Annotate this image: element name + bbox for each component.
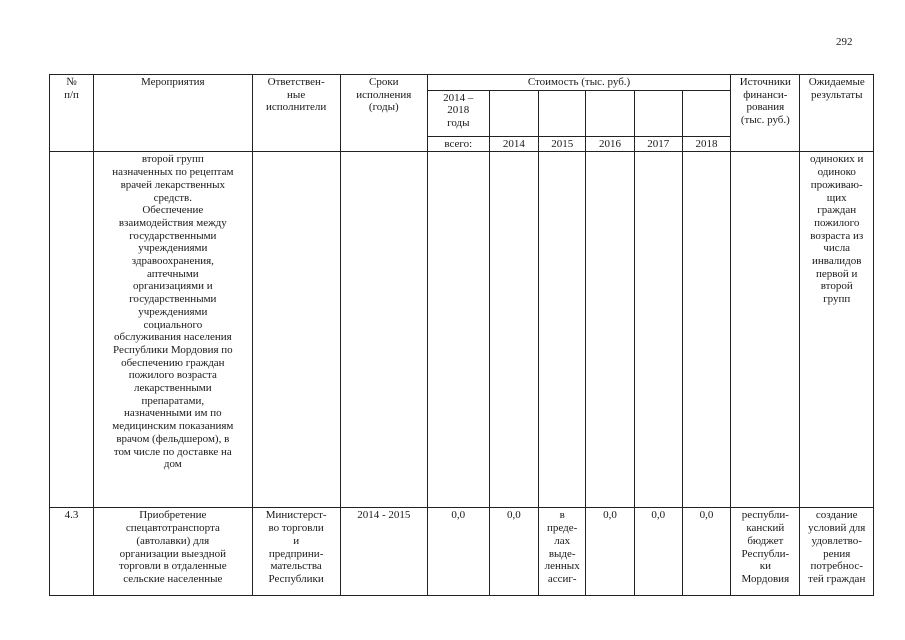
header-responsible: Ответствен- ные исполнители [252, 75, 340, 152]
continued-responsible [252, 152, 340, 508]
header-terms: Сроки исполнения (годы) [340, 75, 427, 152]
header-num: № п/п [50, 75, 94, 152]
row-4-3-2017: 0,0 [634, 508, 682, 596]
header-year-2014: 2014 [489, 136, 538, 152]
row-4-3-source: республи- канский бюджет Республи- ки Мордовия [731, 508, 800, 596]
continued-row [50, 152, 874, 508]
header-empty-2018 [682, 90, 730, 136]
header-row-1 [50, 75, 874, 91]
continued-terms [340, 152, 427, 508]
header-year-2018: 2018 [682, 136, 730, 152]
header-activities: Мероприятия [94, 75, 252, 152]
continued-source [731, 152, 800, 508]
header-total: всего: [427, 136, 489, 152]
row-4-3-result: создание условий для удовлетво- рения потребнос- тей граждан [800, 508, 874, 596]
page-number: 292 [836, 36, 853, 48]
header-empty-2016 [586, 90, 634, 136]
row-4-3-total: 0,0 [427, 508, 489, 596]
row-4-3-2016: 0,0 [586, 508, 634, 596]
continued-activity: второй групп назначенных по рецептам врачей лекарственных средств. Обеспечение взаимодействия между государственными учреждениями здравоохранения, аптечными организациями и государственными учреждениями социального обслуживания населения Республики Мордовия по обеспечению граждан пожилого возраста лекарственными препаратами, назначенными им по медицинским показаниям врачом (фельдшером), в том числе по доставке на дом [94, 152, 252, 508]
continued-2018 [682, 152, 730, 508]
row-4-3-2018: 0,0 [682, 508, 730, 596]
row-4-3-2015: в преде- лах выде- ленных ассиг- [539, 508, 586, 596]
header-results: Ожидаемые результаты [800, 75, 874, 152]
header-year-2015: 2015 [539, 136, 586, 152]
row-4-3-activity: Приобретение спецавтотранспорта (автолавки) для организации выездной торговли в отдаленные сельские населенные [94, 508, 252, 596]
header-sources: Источники финанси- рования (тыс. руб.) [731, 75, 800, 152]
table-row-4-3 [50, 508, 874, 596]
header-year-2017: 2017 [634, 136, 682, 152]
continued-2017 [634, 152, 682, 508]
header-empty-2015 [539, 90, 586, 136]
row-4-3-num: 4.3 [50, 508, 94, 596]
header-period: 2014 – 2018 годы [427, 90, 489, 136]
header-empty-2017 [634, 90, 682, 136]
row-4-3-terms: 2014 - 2015 [340, 508, 427, 596]
continued-num [50, 152, 94, 508]
header-empty-2014 [489, 90, 538, 136]
header-cost: Стоимость (тыс. руб.) [427, 75, 730, 91]
header-year-2016: 2016 [586, 136, 634, 152]
continued-2014 [489, 152, 538, 508]
continued-2015 [539, 152, 586, 508]
row-4-3-2014: 0,0 [489, 508, 538, 596]
program-table [49, 74, 874, 596]
continued-total [427, 152, 489, 508]
continued-2016 [586, 152, 634, 508]
row-4-3-responsible: Министерст- во торговли и предприни- мательства Республики [252, 508, 340, 596]
continued-results: одиноких и одиноко проживаю- щих граждан пожилого возраста из числа инвалидов первой и второй групп [800, 152, 874, 508]
